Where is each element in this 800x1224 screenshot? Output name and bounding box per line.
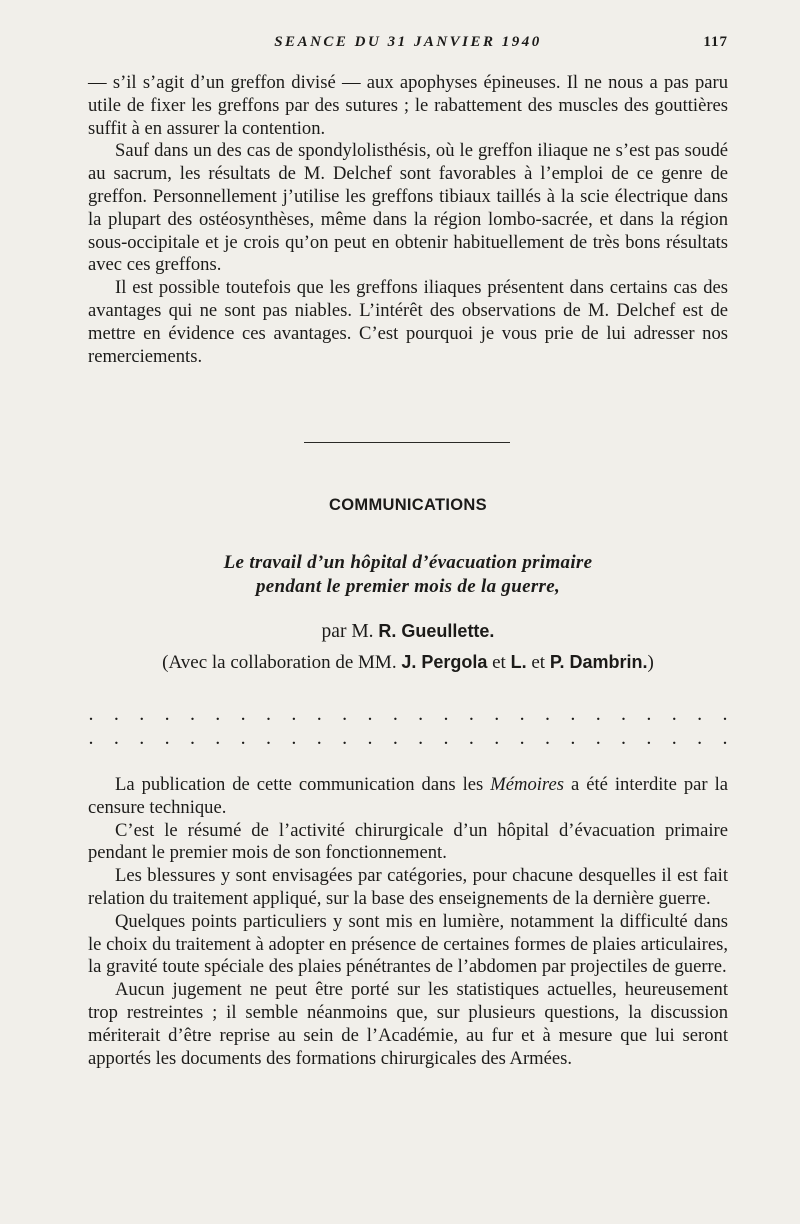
ellipsis-dot: . — [316, 727, 322, 749]
ellipsis-dot: . — [468, 703, 474, 725]
collaboration-close: ) — [647, 652, 654, 673]
ellipsis-dot: . — [266, 703, 272, 725]
ellipsis-dot: . — [139, 727, 145, 749]
ellipsis-dot: . — [570, 703, 576, 725]
ellipsis-dot: . — [113, 727, 119, 749]
discussion-text — [88, 72, 728, 368]
ellipsis-dot: . — [671, 703, 677, 725]
ellipsis-dot: . — [342, 703, 348, 725]
ellipsis-dot: . — [113, 703, 119, 725]
ellipsis-dot: . — [189, 727, 195, 749]
ellipsis-dot: . — [88, 703, 94, 725]
ellipsis-dot: . — [316, 703, 322, 725]
journal-name: Mémoires — [490, 774, 564, 795]
ellipsis-row — [88, 728, 728, 748]
author-name: R. Gueullette. — [378, 621, 495, 641]
paragraph: Il est possible toutefois que les greffons iliaques présentent dans certains cas des avantages qui ne sont pas niables. L’intérêt des observations de M. Delchef est de mettre en évidence ces avantages. C’est pourquoi je vous prie de lui adresser nos remerciements. — [88, 277, 728, 367]
collaborator-name: J. Pergola — [401, 652, 488, 672]
ellipsis-dot: . — [215, 727, 221, 749]
paragraph: Sauf dans un des cas de spondylolisthésis, où le greffon iliaque ne s’est pas soudé au sacrum, les résultats de M. Delchef sont favorables à l’emploi de ce genre de greffon. Personnellement j’utilise les greffons tibiaux taillés à la scie électrique dans la plupart des ostéosynthèses, même dans la région lombo-sacrée, et dans la région sous-occipitale et je crois qu’on peut en obtenir habituellement de très bons résultats avec ces greffons. — [88, 140, 728, 276]
ellipsis-dot: . — [646, 703, 652, 725]
ellipsis-dot: . — [164, 703, 170, 725]
ellipsis-dot: . — [88, 727, 94, 749]
ellipsis-dot: . — [443, 727, 449, 749]
ellipsis-dot: . — [621, 703, 627, 725]
ellipsis-dot: . — [519, 703, 525, 725]
ellipsis-dot: . — [544, 727, 550, 749]
ellipsis-dot: . — [240, 727, 246, 749]
collaboration-line — [88, 650, 728, 675]
ellipsis-dot: . — [697, 703, 703, 725]
paragraph: Aucun jugement ne peut être porté sur les statistiques actuelles, heureusement trop restreintes ; il semble néanmoins que, sur plusieurs questions, la discussion mériterait d’être reprise au sein de l’Académie, au fur et à mesure que lui seront apportés les documents des formations chirurgicales des Armées. — [88, 979, 728, 1069]
ellipsis-dot: . — [342, 727, 348, 749]
ellipsis-dot: . — [621, 727, 627, 749]
byline-prefix: par M. — [321, 621, 374, 642]
ellipsis-dot: . — [646, 727, 652, 749]
ellipsis-dot: . — [544, 703, 550, 725]
paragraph: C’est le résumé de l’activité chirurgicale d’un hôpital d’évacuation primaire pendant le premier mois de son fonctionnement. — [88, 819, 728, 864]
ellipsis-dot: . — [519, 727, 525, 749]
article-title — [88, 551, 728, 599]
conjunction: et — [531, 652, 546, 673]
ellipsis-dot: . — [418, 703, 424, 725]
ellipsis-dot: . — [722, 703, 728, 725]
ellipsis-dot: . — [468, 727, 474, 749]
ellipsis-dot: . — [418, 727, 424, 749]
running-title: SEANCE DU 31 JANVIER 1940 — [274, 34, 542, 50]
ellipsis-dot: . — [671, 727, 677, 749]
section-divider — [304, 442, 510, 443]
ellipsis-dot: . — [570, 727, 576, 749]
paragraph: — s’il s’agit d’un greffon divisé — aux apophyses épineuses. Il ne nous a pas paru utile de fixer les greffons par des sutures ; le rabattement des muscles des gouttières suffit à en assurer la contention. — [88, 72, 728, 139]
ellipsis-dot: . — [139, 703, 145, 725]
summary-text-after: a été interdite par la censure technique. — [88, 774, 728, 818]
summary-text-before: La publication de cette communication dans les — [115, 774, 484, 795]
conjunction: et — [492, 652, 506, 673]
ellipsis-dot: . — [392, 703, 398, 725]
collaborator-name: L. — [510, 652, 527, 672]
paragraph: Les blessures y sont envisagées par catégories, pour chacune desquelles il est fait relation du traitement appliqué, sur la base des enseignements de la dernière guerre. — [88, 865, 728, 909]
article-title-line: Le travail d’un hôpital d’évacuation primaire — [223, 552, 593, 573]
ellipsis-dot: . — [164, 727, 170, 749]
collaborator-name: P. Dambrin. — [549, 652, 648, 672]
section-heading: COMMUNICATIONS — [329, 496, 487, 514]
ellipsis-dot: . — [367, 727, 373, 749]
ellipsis-dot: . — [595, 727, 601, 749]
ellipsis-dot: . — [494, 727, 500, 749]
ellipsis-dot: . — [367, 703, 373, 725]
ellipsis-dot: . — [266, 727, 272, 749]
ellipsis-row — [88, 704, 728, 724]
summary-text — [88, 774, 728, 1070]
page-header — [88, 34, 728, 56]
ellipsis-dot: . — [189, 703, 195, 725]
paragraph — [88, 774, 728, 820]
ellipsis-dot: . — [215, 703, 221, 725]
collaboration-open: (Avec la collaboration de MM. — [162, 652, 397, 673]
article-title-line: pendant le premier mois de la guerre, — [255, 576, 560, 597]
ellipsis-dot: . — [443, 703, 449, 725]
page-number: 117 — [703, 34, 728, 50]
ellipsis-dot: . — [240, 703, 246, 725]
ellipsis-dot: . — [392, 727, 398, 749]
ellipsis-dot: . — [494, 703, 500, 725]
byline — [88, 619, 728, 644]
ellipsis-dot: . — [722, 727, 728, 749]
ellipsis-dot: . — [291, 727, 297, 749]
ellipsis-dot: . — [291, 703, 297, 725]
ellipsis-dot: . — [595, 703, 601, 725]
ellipsis-dot: . — [697, 727, 703, 749]
paragraph: Quelques points particuliers y sont mis en lumière, notamment la difficulté dans le choix du traitement à adopter en présence de certaines formes de plaies articulaires, la gravité toute spéciale des plaies pénétrantes de l’abdomen par projectiles de guerre. — [88, 910, 728, 978]
